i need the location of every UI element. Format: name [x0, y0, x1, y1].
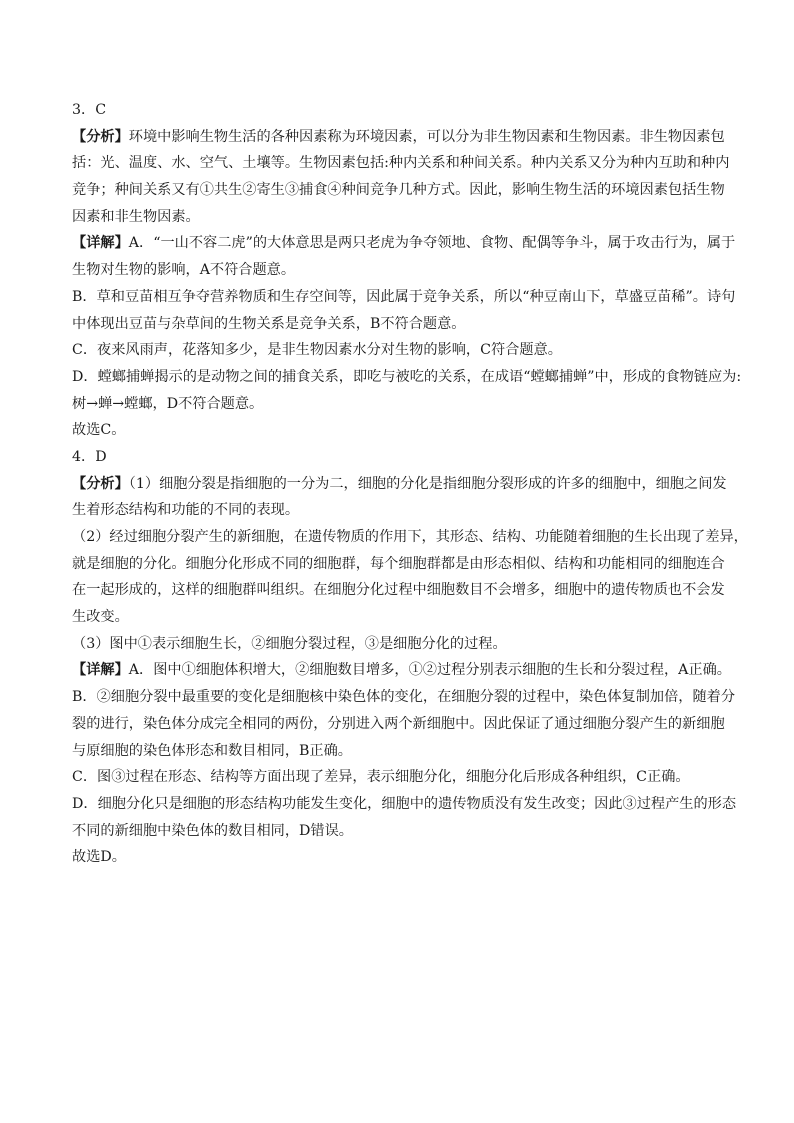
- section-label: 【详解】: [72, 662, 129, 679]
- text-line: [72, 230, 736, 257]
- text-line: [72, 257, 732, 284]
- line-text: 生着形态结构和功能的不同的表现。: [72, 502, 300, 519]
- section-label: 【分析】: [72, 128, 129, 145]
- line-text: 树→蝉→螳螂，D不符合题意。: [72, 395, 264, 412]
- section-label: 【详解】: [72, 235, 129, 252]
- text-line: [72, 311, 732, 338]
- text-line: [72, 844, 732, 871]
- text-line: [72, 604, 732, 631]
- text-line: [72, 204, 732, 231]
- text-line: [72, 364, 742, 391]
- line-text: 生物对生物的影响，A不符合题意。: [72, 262, 296, 279]
- line-text: 就是细胞的分化。细胞分化形成不同的细胞群，每个细胞群都是由形态相似、结构和功能相同的细胞连合: [72, 555, 725, 572]
- text-line: [72, 631, 732, 658]
- line-text: 括：光、温度、水、空气、土壤等。生物因素包括:种内关系和种间关系。种内关系又分为种内互助和种内: [72, 155, 730, 172]
- line-text: D．细胞分化只是细胞的形态结构功能发生变化，细胞中的遗传物质没有发生改变；因此③过程产生的形态: [72, 795, 737, 812]
- line-text: 不同的新细胞中染色体的数目相同，D错误。: [72, 822, 353, 839]
- text-line: [72, 764, 732, 791]
- text-line: [72, 97, 732, 124]
- text-line: [72, 177, 732, 204]
- text-line: [72, 124, 732, 151]
- line-text: （2）经过细胞分裂产生的新细胞，在遗传物质的作用下，其形态、结构、功能随着细胞的生长出现了差异，: [72, 529, 748, 545]
- line-text: A．图中①细胞体积增大，②细胞数目增多，①②过程分别表示细胞的生长和分裂过程，A正确。: [128, 662, 731, 679]
- answer-content: [72, 97, 748, 871]
- line-text: C．夜来风雨声，花落知多少，是非生物因素水分对生物的影响，C符合题意。: [72, 342, 562, 359]
- line-text: 故选C。: [72, 422, 126, 439]
- line-text: 因素和非生物因素。: [72, 208, 200, 225]
- text-line: [72, 657, 732, 684]
- line-text: 在一起形成的，这样的细胞群叫组织。在细胞分化过程中细胞数目不会增多，细胞中的遗传物质也不会发: [72, 582, 725, 599]
- text-line: [72, 738, 732, 765]
- line-text: B．②细胞分裂中最重要的变化是细胞核中染色体的变化，在细胞分裂的过程中，染色体复制加倍，随着分: [72, 689, 736, 706]
- text-line: [72, 524, 748, 551]
- text-line: [72, 577, 732, 604]
- line-text: D．螳螂捕蝉揭示的是动物之间的捕食关系，即吃与被吃的关系，在成语“螳螂捕蝉”中，形成的食物链应为:: [72, 368, 742, 385]
- line-text: 生改变。: [72, 609, 129, 626]
- text-line: [72, 337, 732, 364]
- text-line: [72, 471, 732, 498]
- text-line: [72, 150, 732, 177]
- line-text: 与原细胞的染色体形态和数目相同，B正确。: [72, 742, 352, 759]
- line-text: 中体现出豆苗与杂草间的生物关系是竞争关系，B不符合题意。: [72, 315, 466, 332]
- line-text: （1）细胞分裂是指细胞的一分为二，细胞的分化是指细胞分裂形成的许多的细胞中，细胞之间发: [128, 475, 727, 492]
- section-label: 【分析】: [72, 475, 129, 492]
- line-text: 4．D: [72, 448, 107, 465]
- line-text: 裂的进行，染色体分成完全相同的两份，分别进入两个新细胞中。因此保证了通过细胞分裂产生的新细胞: [72, 715, 725, 732]
- line-text: C．图③过程在形态、结构等方面出现了差异，表示细胞分化，细胞分化后形成各种组织，C正确。: [72, 769, 690, 786]
- line-text: 3．C: [72, 102, 107, 118]
- text-line: [72, 284, 736, 311]
- text-line: [72, 551, 732, 578]
- text-line: [72, 417, 732, 444]
- line-text: A．“一山不容二虎”的大体意思是两只老虎为争夺领地、食物、配偶等争斗，属于攻击行为，属于: [128, 235, 736, 252]
- line-text: 环境中影响生物生活的各种因素称为环境因素，可以分为非生物因素和生物因素。非生物因素包: [128, 128, 725, 145]
- text-line: [72, 497, 732, 524]
- text-line: [72, 684, 736, 711]
- line-text: （3）图中①表示细胞生长，②细胞分裂过程，③是细胞分化的过程。: [72, 635, 507, 652]
- text-line: [72, 711, 732, 738]
- text-line: [72, 444, 732, 471]
- line-text: 故选D。: [72, 849, 126, 866]
- text-line: [72, 818, 732, 845]
- line-text: 竞争；种间关系又有①共生②寄生③捕食④种间竞争几种方式。因此，影响生物生活的环境因素包括生物: [72, 182, 725, 199]
- line-text: B．草和豆苗相互争夺营养物质和生存空间等，因此属于竞争关系，所以“种豆南山下，草盛豆苗稀”。诗句: [72, 288, 736, 305]
- text-line: [72, 791, 737, 818]
- text-line: [72, 391, 732, 418]
